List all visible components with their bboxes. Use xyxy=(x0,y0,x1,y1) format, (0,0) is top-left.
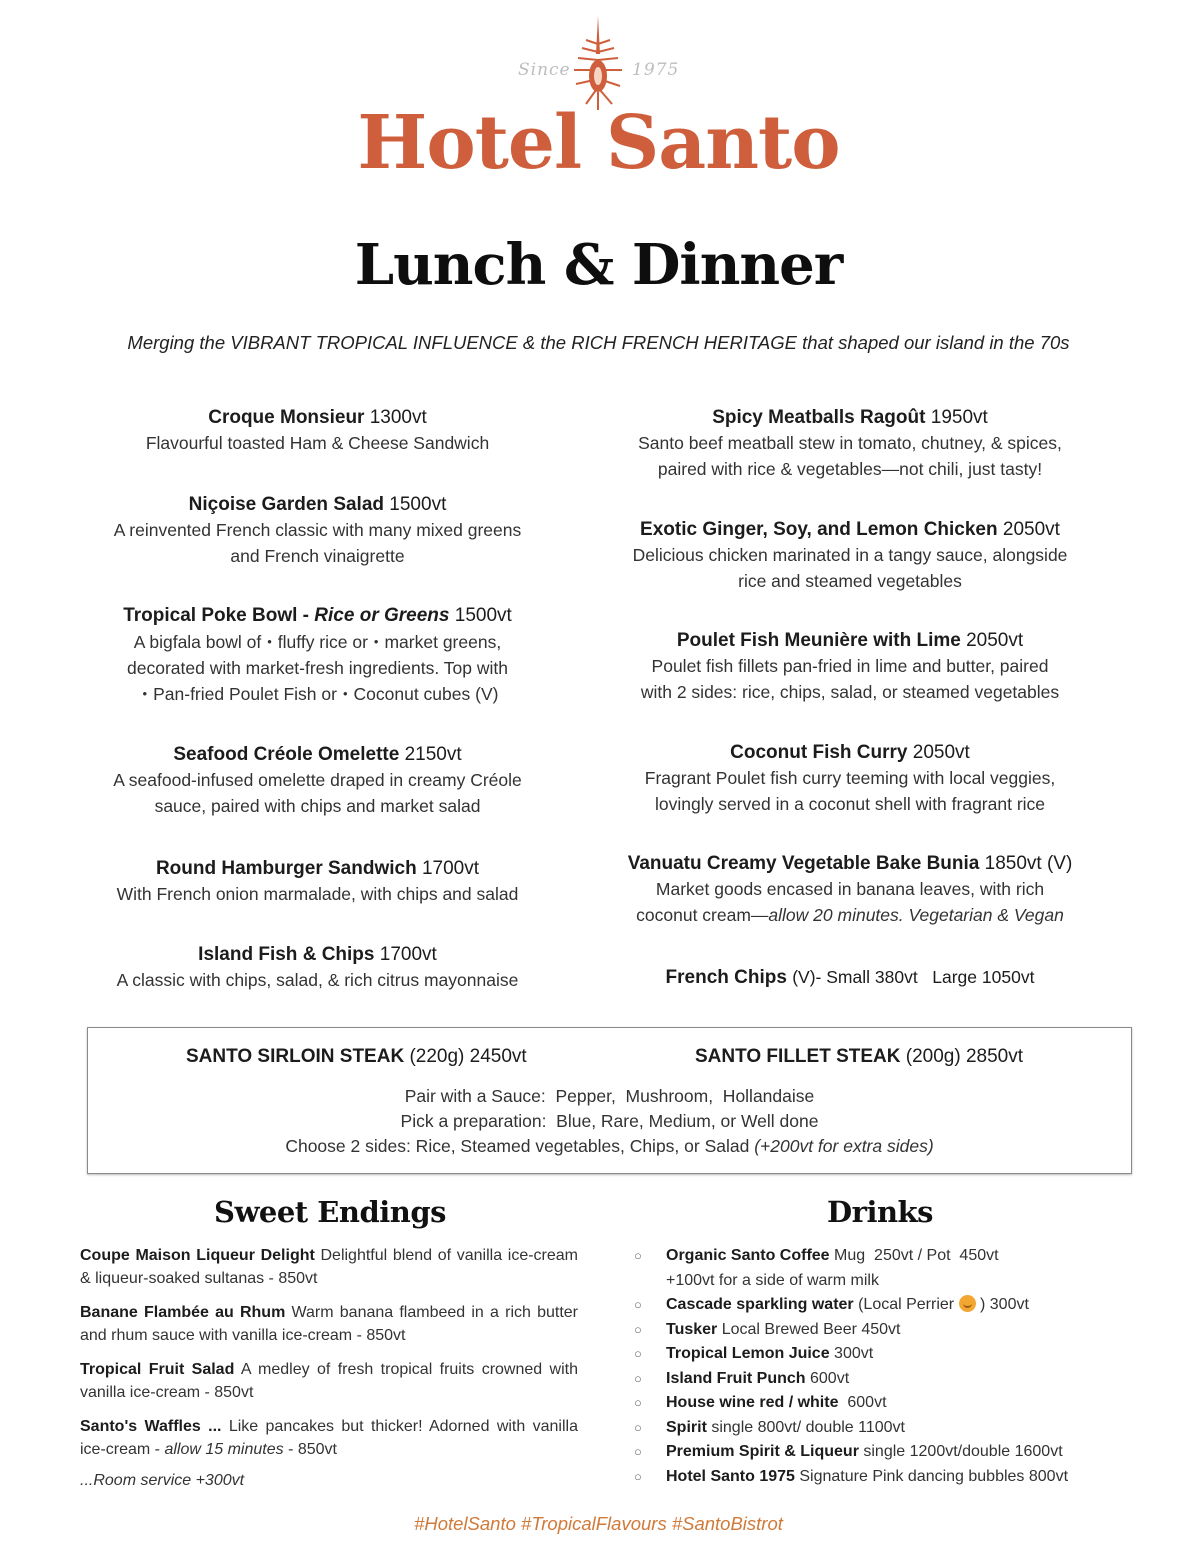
bullet-icon: • xyxy=(142,686,148,701)
circle-bullet-icon: ○ xyxy=(634,1468,642,1484)
bullet-icon: • xyxy=(267,634,272,649)
circle-bullet-icon: ○ xyxy=(634,1444,642,1459)
dish-description: Fragrant Poulet fish curry teeming with local veggies, xyxy=(644,768,1056,788)
drink-item: ○ Tropical Lemon Juice 300vt xyxy=(630,1342,1110,1367)
dish-description: Poulet fish fillets pan-fried in lime and butter, paired xyxy=(651,656,1049,676)
dish-description: lovingly served in a coconut shell with fragrant rice xyxy=(654,793,1046,814)
dessert-item: Coupe Maison Liqueur Delight Delightful blend of vanilla ice-cream & liqueur-soaked sultanas - 850vt xyxy=(80,1247,578,1287)
room-service-note: ...Room service +300vt xyxy=(80,1472,245,1489)
side-options: Choose 2 sides: Rice, Steamed vegetables, Chips, or Salad (+200vt for extra sides) xyxy=(285,1136,934,1156)
menu-item-french-chips xyxy=(605,964,1095,991)
dish-name: Spicy Meatballs Ragoût xyxy=(712,407,926,428)
dish-price: 1300vt xyxy=(369,407,427,428)
drink-item: ○ Premium Spirit & Liqueur single 1200vt/double 1600vt xyxy=(630,1440,1110,1465)
dish-description: • Pan-fried Poulet Fish or • Coconut cubes (V) xyxy=(142,684,499,704)
logo-year-text: 1975 xyxy=(632,60,680,80)
dish-description: sauce, paired with chips and market salad xyxy=(154,795,481,816)
menu-item-coconut-fish-curry xyxy=(605,740,1095,817)
steak-fillet: SANTO FILLET STEAK (200g) 2850vt xyxy=(695,1046,1024,1067)
dish-price: 1500vt xyxy=(389,494,447,515)
dish-price: 1700vt xyxy=(379,944,437,965)
drinks-heading: Drinks xyxy=(827,1195,933,1229)
dish-name: Coconut Fish Curry xyxy=(730,742,908,763)
menu-item-hamburger xyxy=(80,856,555,908)
dish-description: rice and steamed vegetables xyxy=(738,570,962,591)
steak-section xyxy=(87,1027,1132,1174)
steak-options xyxy=(88,1084,1131,1159)
bullet-icon: • xyxy=(373,634,379,649)
dish-name: Croque Monsieur xyxy=(208,407,365,428)
menu-item-vegetable-bake-bunia xyxy=(605,851,1095,928)
dish-name: Niçoise Garden Salad xyxy=(188,494,385,515)
hotel-name: Hotel Santo xyxy=(357,100,840,186)
menu-item-tropical-poke-bowl xyxy=(80,603,555,708)
dish-name: Poulet Fish Meunière with Lime xyxy=(676,630,961,651)
dish-name: Round Hamburger Sandwich xyxy=(155,858,417,879)
menu-item-fish-and-chips xyxy=(80,942,555,994)
drinks-list xyxy=(630,1244,1110,1489)
dessert-item: Banane Flambée au Rhum Warm banana flambeed in a rich butter and rhum sauce with vanilla ice-cream - 850vt xyxy=(80,1304,579,1344)
dessert-list xyxy=(80,1244,578,1490)
dish-price: 2150vt xyxy=(404,744,462,765)
dish-description: paired with rice & vegetables—not chili, just tasty! xyxy=(657,458,1043,479)
dish-description: Delicious chicken marinated in a tangy sauce, alongside xyxy=(632,545,1068,565)
dish-description: with 2 sides: rice, chips, salad, or steamed vegetables xyxy=(640,681,1060,702)
menu-item-seafood-omelette xyxy=(80,742,555,819)
dish-price: 2050vt xyxy=(1002,519,1060,540)
menu-item-nicoise-salad xyxy=(80,492,555,569)
dish-name: Seafood Créole Omelette xyxy=(173,744,400,765)
dish-price: 1850vt (V) xyxy=(984,853,1073,874)
steak-sirloin: SANTO SIRLOIN STEAK (220g) 2450vt xyxy=(186,1046,527,1067)
dish-name: Tropical Poke Bowl - xyxy=(123,605,315,626)
dish-name: Island Fish & Chips xyxy=(198,944,375,965)
dessert-item: Santo's Waffles ... Like pancakes but thicker! Adorned with vanilla ice-cream - allow 15 minutes - 850vt xyxy=(80,1418,578,1458)
dessert-item: Tropical Fruit Salad A medley of fresh tropical fruits crowned with vanilla ice-cream - 850vt xyxy=(80,1361,578,1401)
dish-price: (V)- Small 380vt Large 1050vt xyxy=(792,967,1035,987)
menu-item-ginger-chicken xyxy=(605,517,1095,594)
dish-description: Santo beef meatball stew in tomato, chutney, & spices, xyxy=(638,433,1062,453)
dish-price: 2050vt xyxy=(912,742,970,763)
dish-name: French Chips xyxy=(665,967,787,988)
drink-item: ○ Hotel Santo 1975 Signature Pink dancing bubbles 800vt xyxy=(630,1465,1110,1490)
dish-description: Market goods encased in banana leaves, with rich xyxy=(655,879,1045,899)
dish-name: Vanuatu Creamy Vegetable Bake Bunia xyxy=(627,853,980,874)
page-title: Lunch & Dinner xyxy=(354,232,843,298)
drink-item: ○ Spirit single 800vt/ double 1100vt xyxy=(630,1416,1110,1441)
preparation-options: Pick a preparation: Blue, Rare, Medium, or Well done xyxy=(400,1111,819,1131)
menu-item-croque-monsieur xyxy=(80,405,555,457)
circle-bullet-icon: ○ xyxy=(634,1248,642,1263)
drink-item: ○ Cascade sparkling water (Local Perrier ) 300vt xyxy=(630,1293,1110,1318)
sauce-options: Pair with a Sauce: Pepper, Mushroom, Hollandaise xyxy=(404,1086,815,1106)
dish-description: A bigfala bowl of • fluffy rice or • market greens, xyxy=(133,632,502,652)
circle-bullet-icon: ○ xyxy=(634,1370,642,1386)
drink-item: ○ Tusker Local Brewed Beer 450vt xyxy=(630,1318,1110,1343)
dish-description: A reinvented French classic with many mixed greens xyxy=(113,520,522,540)
dish-description: decorated with market-fresh ingredients. Top with xyxy=(127,657,508,678)
dish-description: and French vinaigrette xyxy=(230,545,405,566)
dish-description: Flavourful toasted Ham & Cheese Sandwich xyxy=(145,433,490,453)
dish-description: A seafood-infused omelette draped in creamy Créole xyxy=(113,770,522,790)
hashtags: #HotelSanto #TropicalFlavours #SantoBistrot xyxy=(414,1513,783,1534)
drink-item: ○ Organic Santo Coffee Mug 250vt / Pot 450vt +100vt for a side of warm milk xyxy=(630,1244,1110,1293)
dish-name: Exotic Ginger, Soy, and Lemon Chicken xyxy=(640,519,998,540)
circle-bullet-icon: ○ xyxy=(634,1297,642,1312)
sweet-endings-heading: Sweet Endings xyxy=(214,1195,446,1229)
dish-price: 1500vt xyxy=(454,605,512,626)
dish-description: A classic with chips, salad, & rich citrus mayonnaise xyxy=(116,970,519,990)
logo-since-text: Since xyxy=(518,60,571,80)
dish-price: 2050vt xyxy=(966,630,1024,651)
left-menu-column xyxy=(80,0,555,1000)
dish-price: 1700vt xyxy=(421,858,480,879)
tagline: Merging the VIBRANT TROPICAL INFLUENCE & the RICH FRENCH HERITAGE that shaped our island in the 70s xyxy=(127,332,1070,353)
circle-bullet-icon: ○ xyxy=(634,1346,642,1361)
dish-price: 1950vt xyxy=(930,407,988,428)
drink-item: ○ Island Fruit Punch 600vt xyxy=(630,1367,1110,1392)
menu-item-poulet-fish-meuniere xyxy=(605,628,1095,705)
dish-name-option: Rice or Greens xyxy=(314,605,450,626)
bullet-icon: • xyxy=(342,686,348,701)
menu-item-meatballs-ragout xyxy=(605,405,1095,482)
circle-bullet-icon: ○ xyxy=(634,1321,642,1337)
dish-description: coconut cream—allow 20 minutes. Vegetarian & Vegan xyxy=(636,904,1064,925)
dish-description: With French onion marmalade, with chips and salad xyxy=(116,884,519,904)
drink-item: ○ House wine red / white 600vt xyxy=(630,1391,1110,1416)
smiling-face-emoji-icon xyxy=(959,1295,976,1312)
circle-bullet-icon: ○ xyxy=(634,1419,642,1435)
circle-bullet-icon: ○ xyxy=(634,1395,642,1410)
right-menu-column xyxy=(605,0,1095,1000)
